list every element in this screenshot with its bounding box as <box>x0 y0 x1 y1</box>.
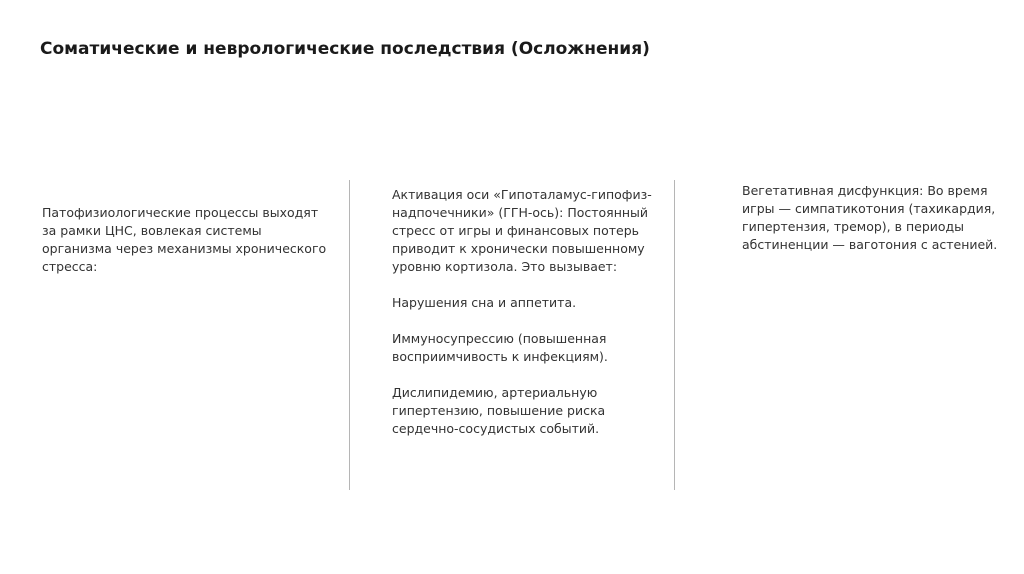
right-column-text: Вегетативная дисфункция: Во время игры — симпатикотония (тахикардия, гипертензия, тремор), в периоды абстиненции — ваготония с астенией. <box>742 183 998 252</box>
left-column-text: Патофизиологические процессы выходят за рамки ЦНС, вовлекая системы организма через механизмы хронического стресса: <box>42 205 327 274</box>
middle-column-intro: Активация оси «Гипоталамус-гипофиз-надпочечники» (ГГН-ось): Постоянный стресс от игры и финансовых потерь приводит к хронически повышенному уровню кортизола. Это вызывает: <box>392 187 652 274</box>
left-column <box>42 204 332 276</box>
right-column <box>742 182 1002 254</box>
slide-title: Соматические и неврологические последствия (Осложнения) <box>40 39 650 59</box>
column-divider-left <box>349 180 350 490</box>
middle-column-item: Иммуносупрессию (повышенная восприимчивость к инфекциям). <box>392 331 608 364</box>
middle-column <box>392 186 662 438</box>
middle-column-item: Нарушения сна и аппетита. <box>392 295 577 310</box>
middle-column-item: Дислипидемию, артериальную гипертензию, повышение риска сердечно-сосудистых событий. <box>392 385 606 436</box>
column-divider-right <box>674 180 675 490</box>
